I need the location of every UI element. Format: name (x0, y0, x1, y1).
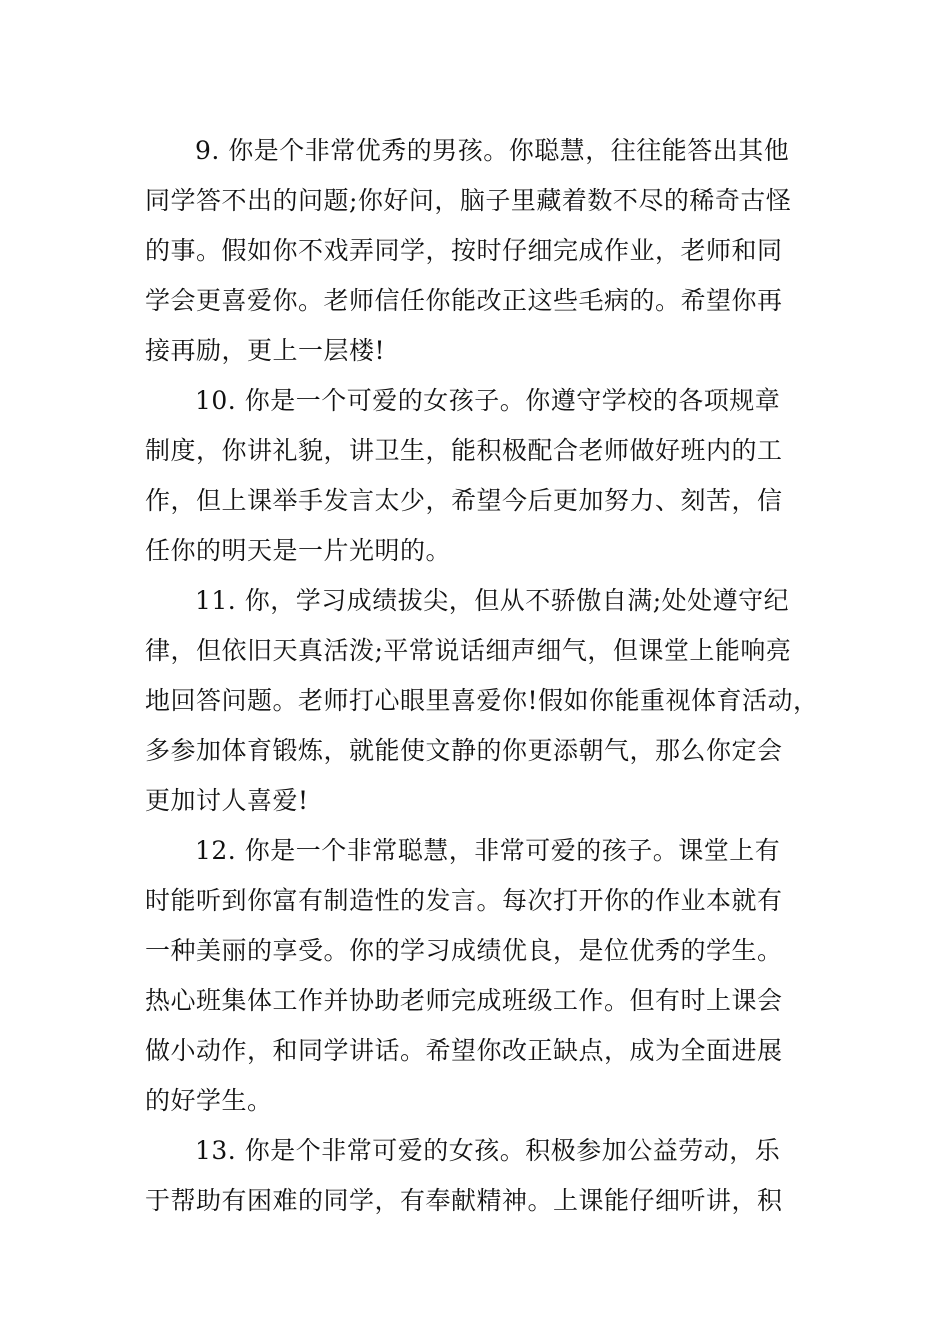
paragraph-line: 接再励，更上一层楼! (145, 336, 386, 365)
paragraph-13 (145, 1126, 825, 1226)
paragraph-line: 多参加体育锻炼，就能使文静的你更添朝气，那么你定会 (145, 736, 783, 765)
paragraph-line: 作，但上课举手发言太少，希望今后更加努力、刻苦，信 (145, 486, 783, 515)
paragraph-line: 于帮助有困难的同学，有奉献精神。上课能仔细听讲，积 (145, 1186, 783, 1215)
paragraph-line: 热心班集体工作并协助老师完成班级工作。但有时上课会 (145, 986, 783, 1015)
paragraph-line: 地回答问题。老师打心眼里喜爱你!假如你能重视体育活动， (145, 686, 819, 715)
paragraph-line: 任你的明天是一片光明的。 (145, 536, 452, 565)
paragraph-line: 一种美丽的享受。你的学习成绩优良，是位优秀的学生。 (145, 936, 783, 965)
paragraph-line: 同学答不出的问题;你好问，脑子里藏着数不尽的稀奇古怪 (145, 186, 792, 215)
paragraph-12 (145, 826, 825, 1126)
paragraph-line: 律，但依旧天真活泼;平常说话细声细气，但课堂上能响亮 (145, 636, 792, 665)
paragraph-line: 11. 你，学习成绩拔尖，但从不骄傲自满;处处遵守纪 (195, 586, 790, 615)
paragraph-11 (145, 576, 825, 826)
paragraph-10 (145, 376, 825, 576)
paragraph-line: 10. 你是一个可爱的女孩子。你遵守学校的各项规章 (195, 386, 781, 415)
document-body (145, 126, 825, 1226)
paragraph-line: 的事。假如你不戏弄同学，按时仔细完成作业，老师和同 (145, 236, 783, 265)
paragraph-line: 9. 你是个非常优秀的男孩。你聪慧，往往能答出其他 (195, 136, 790, 165)
paragraph-line: 制度，你讲礼貌，讲卫生，能积极配合老师做好班内的工 (145, 436, 783, 465)
paragraph-line: 的好学生。 (145, 1086, 273, 1115)
paragraph-line: 更加讨人喜爱! (145, 786, 309, 815)
paragraph-9 (145, 126, 825, 376)
paragraph-line: 12. 你是一个非常聪慧，非常可爱的孩子。课堂上有 (195, 836, 781, 865)
paragraph-line: 时能听到你富有制造性的发言。每次打开你的作业本就有 (145, 886, 783, 915)
paragraph-line: 做小动作，和同学讲话。希望你改正缺点，成为全面进展 (145, 1036, 783, 1065)
paragraph-line: 学会更喜爱你。老师信任你能改正这些毛病的。希望你再 (145, 286, 783, 315)
paragraph-line: 13. 你是个非常可爱的女孩。积极参加公益劳动，乐 (195, 1136, 781, 1165)
